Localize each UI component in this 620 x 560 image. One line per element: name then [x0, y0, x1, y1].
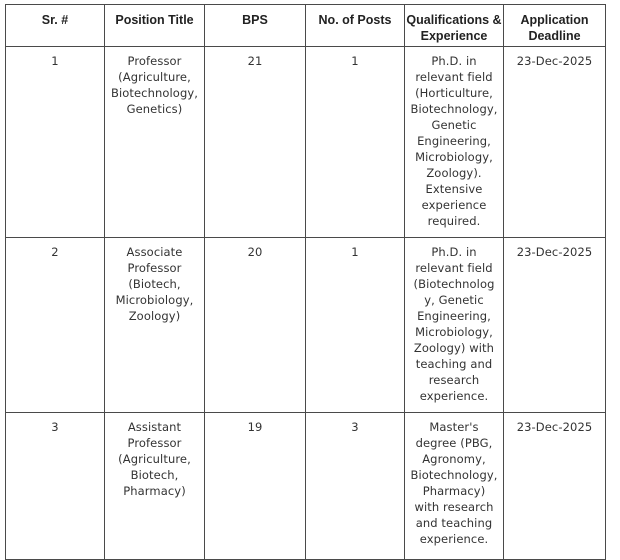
jobs-table — [5, 4, 606, 560]
cell-posts: 1 — [306, 238, 405, 413]
header-sr: Sr. # — [6, 5, 105, 47]
cell-qualifications: Master's degree (PBG, Agronomy, Biotechnology, Pharmacy) with research and teaching experience. — [405, 413, 504, 560]
cell-posts: 3 — [306, 413, 405, 560]
header-posts: No. of Posts — [306, 5, 405, 47]
cell-sr: 3 — [6, 413, 105, 560]
header-bps: BPS — [205, 5, 306, 47]
cell-sr: 1 — [6, 47, 105, 238]
cell-position-title: Assistant Professor (Agriculture, Biotech, Pharmacy) — [105, 413, 205, 560]
header-qualifications: Qualifications & Experience — [405, 5, 504, 47]
header-deadline: Application Deadline — [504, 5, 606, 47]
header-position-title: Position Title — [105, 5, 205, 47]
cell-deadline: 23-Dec-2025 — [504, 413, 606, 560]
cell-bps: 19 — [205, 413, 306, 560]
cell-position-title: Professor (Agriculture, Biotechnology, Genetics) — [105, 47, 205, 238]
cell-qualifications: Ph.D. in relevant field (Biotechnolog y, Genetic Engineering, Microbiology, Zoology) with teaching and research experience. — [405, 238, 504, 413]
cell-position-title: Associate Professor (Biotech, Microbiology, Zoology) — [105, 238, 205, 413]
cell-sr: 2 — [6, 238, 105, 413]
cell-deadline: 23-Dec-2025 — [504, 47, 606, 238]
cell-deadline: 23-Dec-2025 — [504, 238, 606, 413]
cell-posts: 1 — [306, 47, 405, 238]
table-row — [6, 413, 606, 560]
cell-qualifications: Ph.D. in relevant field (Horticulture, Biotechnology, Genetic Engineering, Microbiology, Zoology). Extensive experience required. — [405, 47, 504, 238]
header-row — [6, 5, 606, 47]
table-row — [6, 47, 606, 238]
cell-bps: 20 — [205, 238, 306, 413]
table-row — [6, 238, 606, 413]
cell-bps: 21 — [205, 47, 306, 238]
